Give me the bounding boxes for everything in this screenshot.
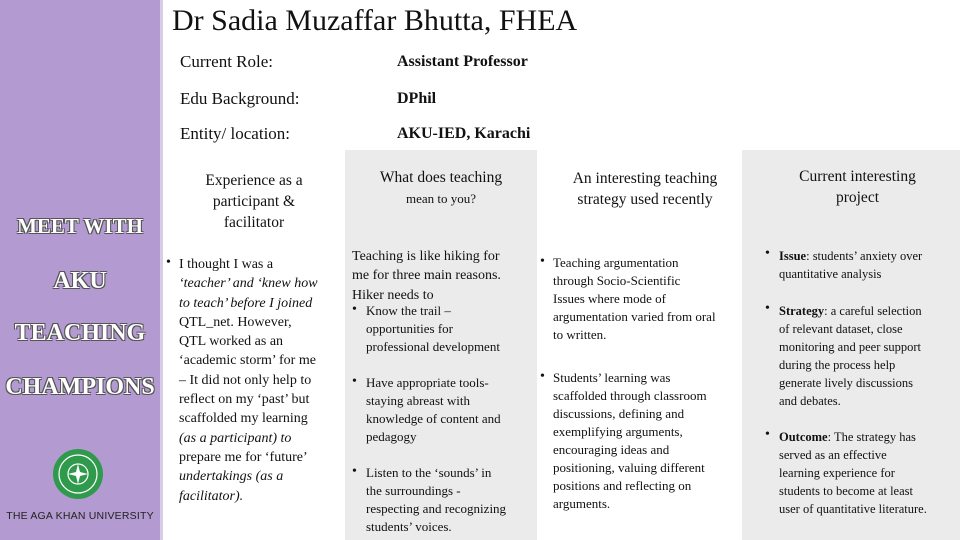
- edu-label: Edu Background:: [180, 89, 300, 108]
- bullet-icon: •: [352, 374, 357, 389]
- sidebar-line-champions: CHAMPIONS: [5, 374, 155, 400]
- bullet-icon: •: [352, 302, 357, 317]
- strategy-bullet-2: Students’ learning was scaffolded through classroom discussions, defining and exemplifying arguments, encouraging ideas and positioning, valuing different positions and reflecting on arguments.: [553, 370, 707, 511]
- meaning-subheading: mean to you?: [405, 191, 477, 206]
- meaning-intro: Teaching is like hiking for me for three main reasons. Hiker needs to: [352, 249, 501, 303]
- project-heading: Current interesting project: [799, 168, 916, 206]
- project-outcome: Outcome: The strategy has served as an effective learning experience for students to become at least user of quantitative literature.: [779, 430, 927, 516]
- meaning-heading: What does teaching: [379, 169, 503, 186]
- aku-logo-icon: [52, 448, 104, 500]
- logo-text: THE AGA KHAN UNIVERSITY: [6, 510, 154, 522]
- entity-label: Entity/ location:: [180, 124, 291, 143]
- strategy-heading: An interesting teaching strategy used recently: [572, 170, 718, 208]
- entity-value: AKU-IED, Karachi: [397, 125, 531, 142]
- edu-value: DPhil: [397, 90, 437, 107]
- experience-heading: Experience as a participant & facilitator: [205, 172, 303, 231]
- sidebar-divider: [160, 0, 163, 540]
- bullet-icon: •: [540, 254, 545, 269]
- bullet-icon: •: [540, 369, 545, 384]
- role-value: Assistant Professor: [397, 53, 528, 70]
- role-label: Current Role:: [180, 52, 274, 71]
- bullet-icon: •: [765, 427, 770, 442]
- bullet-icon: •: [765, 246, 770, 261]
- sidebar-line-teaching: TEACHING: [14, 320, 146, 346]
- page-title: Dr Sadia Muzaffar Bhutta, FHEA: [172, 4, 578, 37]
- bullet-icon: •: [166, 255, 171, 270]
- meaning-bullet-3: Listen to the ‘sounds’ in the surroundings - respecting and recognizing students’ voices.: [366, 465, 507, 534]
- bullet-icon: •: [352, 464, 357, 479]
- meaning-bullet-2: Have appropriate tools- staying abreast with knowledge of content and pedagogy: [366, 375, 501, 444]
- strategy-bullet-1: Teaching argumentation through Socio-Scientific Issues where mode of argumentation varied from oral to written.: [553, 255, 716, 342]
- sidebar-line-meet: MEET WITH: [17, 214, 143, 238]
- bullet-icon: •: [765, 301, 770, 316]
- experience-text: I thought I was a ‘teacher’ and ‘knew how to teach’ before I joined QTL_net. However, QTL worked as an ‘academic storm’ for me – It did not only help to reflect on my ‘past’ but scaffolded my learning (as a participant) to prepare me for ‘future’ undertakings (as a facilitator).: [179, 257, 318, 504]
- project-issue: Issue: students’ anxiety over quantitative analysis: [779, 249, 923, 281]
- meaning-bullet-1: Know the trail – opportunities for professional development: [366, 303, 500, 354]
- project-strategy: Strategy: a careful selection of relevant dataset, close monitoring and peer support during the process help generate lively discussions and debates.: [779, 304, 922, 408]
- sidebar-line-aku: AKU: [53, 268, 107, 294]
